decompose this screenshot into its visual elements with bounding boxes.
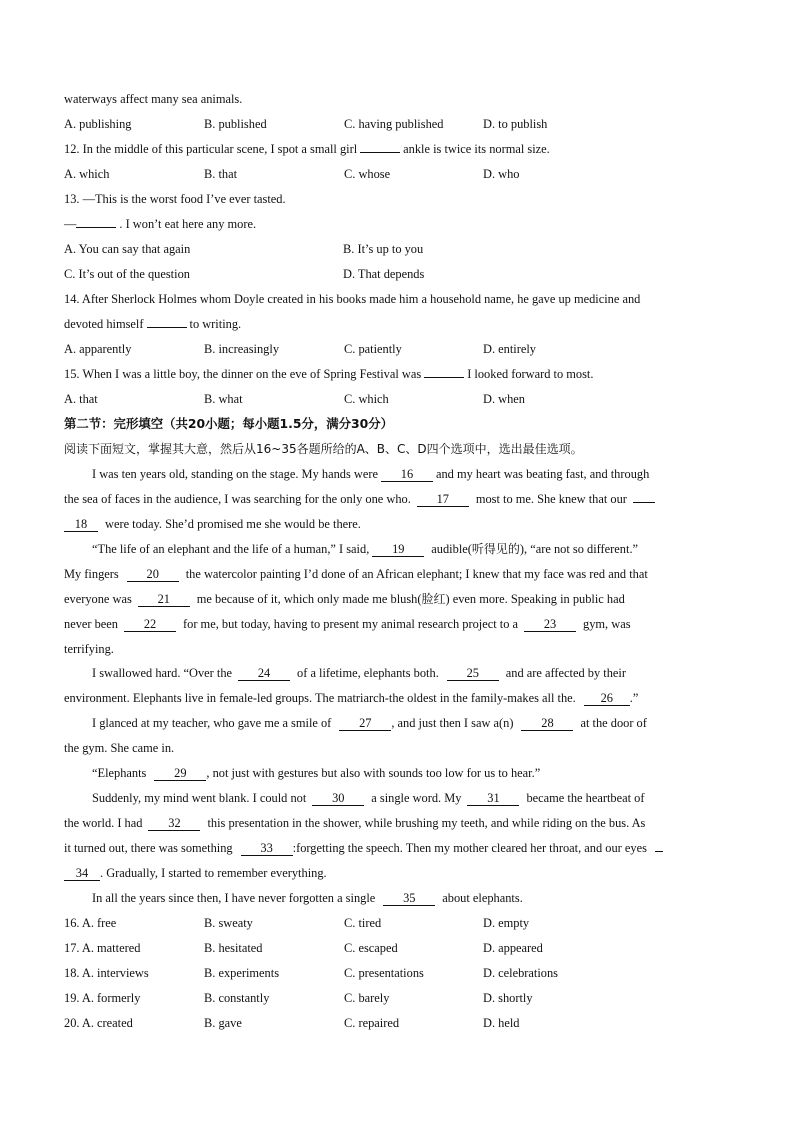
- option-b: B. increasingly: [204, 342, 280, 356]
- blank-24: 24: [238, 667, 290, 681]
- option-d: D. when: [483, 392, 525, 406]
- option-c: C. tired: [344, 916, 382, 930]
- passage-text: and are affected by their: [505, 666, 626, 680]
- passage-gloss: 脸红: [421, 592, 446, 606]
- blank-34-start: [655, 851, 663, 852]
- q14-options: [64, 340, 730, 358]
- passage-text: :forgetting the speech. Then my mother cleared her throat, and our eyes: [292, 841, 647, 855]
- passage-text: were today. She’d promised me she would be there.: [105, 517, 361, 531]
- option-d: D. appeared: [483, 941, 543, 955]
- q13-response: [64, 215, 730, 233]
- q11-options: [64, 115, 730, 133]
- option-a: A. apparently: [64, 342, 132, 356]
- passage-line: [64, 590, 730, 608]
- blank-21: 21: [138, 593, 190, 607]
- option-b: B. constantly: [204, 991, 270, 1005]
- q19-options: [64, 989, 730, 1007]
- option-a: 17. A. mattered: [64, 941, 141, 955]
- blank-26: 26: [584, 692, 630, 706]
- option-d: D. That depends: [343, 267, 425, 281]
- option-d: D. held: [483, 1016, 520, 1030]
- passage-line: [64, 689, 730, 707]
- blank-19: 19: [372, 543, 424, 557]
- q14-text-post: to writing.: [189, 317, 242, 331]
- option-b: B. what: [204, 392, 243, 406]
- passage-text: and my heart was beating fast, and through: [435, 467, 650, 481]
- blank-18: 18: [64, 518, 98, 532]
- passage-line: [64, 615, 730, 633]
- q15-text-pre: 15. When I was a little boy, the dinner on the eve of Spring Festival was: [64, 367, 422, 381]
- passage-text: . Gradually, I started to remember everything.: [100, 866, 327, 880]
- q14-stem-line2: [64, 315, 730, 333]
- blank-20: 20: [127, 568, 179, 582]
- option-d: D. empty: [483, 916, 530, 930]
- passage-text: I swallowed hard. “Over the: [92, 666, 233, 680]
- section-instructions: 阅读下面短文，掌握其大意，然后从16~35各题所给的A、B、C、D四个选项中，选出最佳选项。: [64, 442, 583, 456]
- option-b: B. that: [204, 167, 238, 181]
- passage-text: everyone was: [64, 592, 132, 606]
- option-b: B. experiments: [204, 966, 280, 980]
- passage-line: [64, 839, 730, 857]
- passage-text: most to me. She knew that our: [475, 492, 627, 506]
- q11-stem-tail: waterways affect many sea animals.: [64, 92, 243, 106]
- blank-31: 31: [467, 792, 519, 806]
- option-c: C. escaped: [344, 941, 398, 955]
- q20-options: [64, 1014, 730, 1032]
- blank-23: 23: [524, 618, 576, 632]
- blank-18-start: [633, 502, 655, 503]
- passage-line: [92, 714, 730, 732]
- passage-text: about elephants.: [442, 891, 523, 905]
- passage-line: [92, 664, 730, 682]
- passage-line: the gym. She came in.: [64, 741, 175, 755]
- blank-25: 25: [447, 667, 499, 681]
- passage-line: [92, 764, 730, 782]
- passage-line: terrifying.: [64, 642, 114, 656]
- option-d: D. celebrations: [483, 966, 559, 980]
- passage-text: In all the years since then, I have never forgotten a single: [92, 891, 376, 905]
- option-a: 20. A. created: [64, 1016, 133, 1030]
- passage-text: a single word. My: [371, 791, 462, 805]
- option-c: C. presentations: [344, 966, 424, 980]
- q13-stem: 13. —This is the worst food I’ve ever tasted.: [64, 192, 286, 206]
- option-a: A. which: [64, 167, 110, 181]
- passage-line: [64, 515, 730, 533]
- option-d: D. shortly: [483, 991, 533, 1005]
- blank-35: 35: [383, 892, 435, 906]
- option-b: B. gave: [204, 1016, 242, 1030]
- blank-16: 16: [381, 468, 433, 482]
- passage-text: , not just with gestures but also with sounds too low for us to hear.”: [206, 766, 541, 780]
- option-a: A. You can say that again: [64, 242, 191, 256]
- q15-options: [64, 390, 730, 408]
- blank-17: 17: [417, 493, 469, 507]
- option-a: A. that: [64, 392, 98, 406]
- option-a: 18. A. interviews: [64, 966, 149, 980]
- passage-text: the world. I had: [64, 816, 143, 830]
- blank-28: 28: [521, 717, 573, 731]
- passage-text: ) even more. Speaking in public had: [445, 592, 625, 606]
- q13-options-row2: [64, 265, 730, 283]
- passage-text: this presentation in the shower, while brushing my teeth, and while riding on the bus. As: [207, 816, 646, 830]
- passage-text: environment. Elephants live in female-led groups. The matriarch-the oldest in the family-makes all the.: [64, 691, 576, 705]
- q14-blank: [147, 327, 187, 328]
- option-b: B. hesitated: [204, 941, 263, 955]
- option-b: B. It’s up to you: [343, 242, 424, 256]
- passage-text: for me, but today, having to present my animal research project to a: [183, 617, 519, 631]
- option-d: D. who: [483, 167, 520, 181]
- passage-text: at the door of: [580, 716, 647, 730]
- q14-text-pre: devoted himself: [64, 317, 144, 331]
- passage-line: [92, 789, 730, 807]
- passage-text: Suddenly, my mind went blank. I could not: [92, 791, 307, 805]
- q17-options: [64, 939, 730, 957]
- option-c: C. which: [344, 392, 389, 406]
- passage-text: ), “are not so different.”: [519, 542, 639, 556]
- q15-stem: [64, 365, 730, 383]
- passage-text: the watercolor painting I’d done of an African elephant; I knew that my face was red and that: [185, 567, 648, 581]
- passage-line: [64, 864, 730, 882]
- option-a: A. publishing: [64, 117, 132, 131]
- passage-text: audible(: [431, 542, 472, 556]
- q12-stem: [64, 140, 730, 158]
- q15-text-post: I looked forward to most.: [467, 367, 594, 381]
- blank-33: 33: [241, 842, 293, 856]
- option-d: D. to publish: [483, 117, 548, 131]
- q13-text-post: . I won’t eat here any more.: [119, 217, 257, 231]
- q12-options: [64, 165, 730, 183]
- option-c: C. repaired: [344, 1016, 400, 1030]
- passage-text: became the heartbeat of: [526, 791, 645, 805]
- q12-blank: [360, 152, 400, 153]
- blank-34: 34: [64, 867, 100, 881]
- passage-text: the sea of faces in the audience, I was searching for the only one who.: [64, 492, 411, 506]
- option-c: C. whose: [344, 167, 391, 181]
- blank-29: 29: [154, 767, 206, 781]
- q13-options-row1: [64, 240, 730, 258]
- passage-gloss: 听得见的: [471, 542, 520, 556]
- passage-line: [92, 540, 730, 558]
- passage-text: , and just then I saw a(n): [391, 716, 514, 730]
- q18-options: [64, 964, 730, 982]
- passage-text: .”: [629, 691, 639, 705]
- blank-22: 22: [124, 618, 176, 632]
- passage-text: I was ten years old, standing on the stage. My hands were: [92, 467, 378, 481]
- q14-stem-line1: 14. After Sherlock Holmes whom Doyle created in his books made him a household name, he gave up medicine and: [64, 292, 641, 306]
- passage-text: “The life of an elephant and the life of a human,” I said,: [92, 542, 370, 556]
- passage-line: [64, 565, 730, 583]
- q12-text-pre: 12. In the middle of this particular scene, I spot a small girl: [64, 142, 358, 156]
- passage-text: My fingers: [64, 567, 119, 581]
- q15-blank: [424, 377, 464, 378]
- passage-line: [92, 889, 730, 907]
- q13-blank: [76, 227, 116, 228]
- option-c: C. It’s out of the question: [64, 267, 190, 281]
- section-title: 第二节：完形填空（共20小题；每小题1.5分，满分30分）: [64, 416, 394, 431]
- passage-text: me because of it, which only made me blush(: [196, 592, 422, 606]
- option-c: C. patiently: [344, 342, 402, 356]
- passage-text: of a lifetime, elephants both.: [297, 666, 439, 680]
- option-d: D. entirely: [483, 342, 536, 356]
- q12-text-post: ankle is twice its normal size.: [403, 142, 550, 156]
- option-c: C. barely: [344, 991, 390, 1005]
- option-b: B. sweaty: [204, 916, 253, 930]
- passage-text: gym, was: [583, 617, 631, 631]
- option-a: 16. A. free: [64, 916, 117, 930]
- option-b: B. published: [204, 117, 267, 131]
- passage-text: I glanced at my teacher, who gave me a smile of: [92, 716, 332, 730]
- blank-30: 30: [312, 792, 364, 806]
- passage-line: [64, 490, 730, 508]
- passage-text: it turned out, there was something: [64, 841, 233, 855]
- passage-line: [92, 465, 730, 483]
- blank-27: 27: [339, 717, 391, 731]
- passage-text: never been: [64, 617, 119, 631]
- option-a: 19. A. formerly: [64, 991, 141, 1005]
- passage-line: [64, 814, 730, 832]
- blank-32: 32: [148, 817, 200, 831]
- option-c: C. having published: [344, 117, 444, 131]
- q16-options: [64, 914, 730, 932]
- passage-text: “Elephants: [92, 766, 147, 780]
- q13-dash: —: [64, 217, 77, 231]
